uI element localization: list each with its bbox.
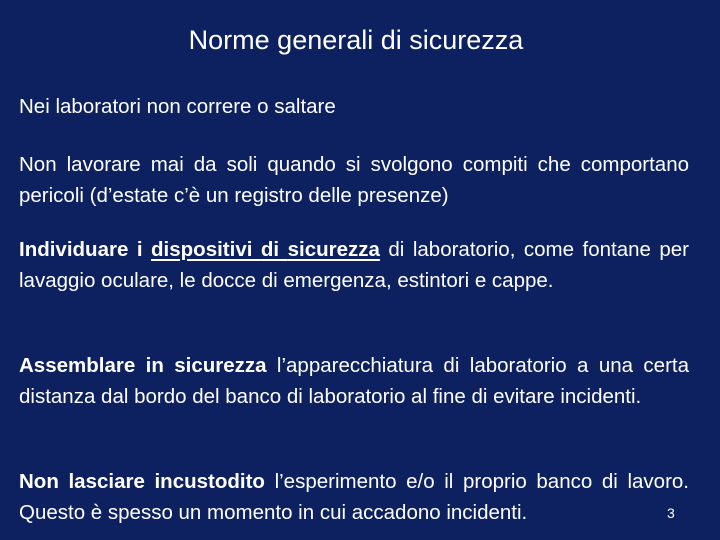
rule-do-not-leave-unattended [19,466,689,528]
rule-bold-lead: Non lasciare incustodito [19,470,265,493]
underlined-term-di: di [260,238,288,261]
underlined-term-sicurezza: sicurezza [287,238,380,261]
slide-title: Norme generali di sicurezza [188,25,524,55]
rule-text: Non lavorare mai da soli quando si svolgono compiti che comportano pericoli (d’estate c’è un registro delle presenze) [19,153,689,207]
rule-text: di laboratorio, come fontane per lavaggio oculare, le docce di emergenza, estintori e cappe. [19,238,690,292]
rule-text: l’esperimento e/o il proprio banco di lavoro. Questo è spesso un momento in cui accadono incidenti. [19,470,689,524]
rule-never-work-alone [19,149,689,211]
page-number: 3 [667,505,675,521]
rule-text: l’apparecchiatura di laboratorio a una certa distanza dal bordo del banco di laboratorio al fine di evitare incidenti. [19,354,689,408]
underlined-term-dispositivi: dispositivi [151,238,261,261]
rule-assemble-safely [19,350,689,412]
rule-no-running [19,91,689,122]
rule-bold-lead: Assemblare in sicurezza [19,354,267,377]
rule-text: Nei laboratori non correre o saltare [19,95,336,118]
rule-safety-devices [19,234,689,296]
rule-bold-lead: Individuare i [19,238,152,261]
